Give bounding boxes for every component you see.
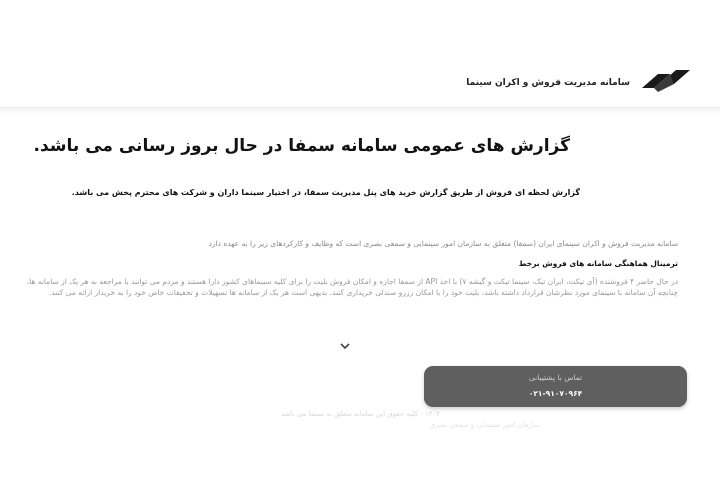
article-intro: سامانه مدیریت فروش و اکران سینمای ایران (سمفا) متعلق به سازمان امور سینمایی و سمعی بصری است که وظایف و کارکردهای زیر را به عهده دارد	[208, 239, 678, 248]
article-fade-overlay	[0, 300, 720, 340]
support-label: تماس با پشتیبانی	[528, 373, 583, 382]
footer-copyright: ۱۴۰۲ - کلیه حقوق این سامانه متعلق به سمفا می باشد	[281, 410, 440, 418]
about-article	[20, 238, 678, 298]
site-title: سامانه مدیریت فروش و اکران سینما	[466, 78, 630, 88]
article-section-title: ترمینال هماهنگی سامانه های فروش برخط	[518, 259, 678, 268]
support-contact-box[interactable]	[424, 366, 687, 407]
site-header	[0, 0, 720, 108]
page-headline: گزارش های عمومی سامانه سمفا در حال بروز رسانی می باشد.	[33, 136, 570, 156]
footer-organization: سازمان امور سینمایی و سمعی بصری	[429, 421, 540, 429]
article-body: در حال حاضر ۴ فروشنده (آی تیکت، ایران تیک، سینما تیکت و گیشه ۷) با اخذ API از سمفا اجازه و امکان فروش بلیت را برای کلیه سینماهای کشور دارا هستند و مردم می توانند با مراجعه به هر یک از سامانه ها، چنانچه آن سامانه با سینمای مورد نظرشان قرارداد داشته باشد، بلیت خود را با امکان رزرو صندلی خریداری کنند. بدیهی است هر یک از سامانه ها تسهیلات و تخفیفات خاص خود را به خریدار ارائه می کنند.	[26, 277, 678, 297]
chevron-down-icon[interactable]	[338, 340, 352, 352]
page-subline: گزارش لحظه ای فروش از طریق گزارش خرید های پنل مدیریت سمفا، در اختیار سینما داران و شرکت های محترم پخش می باشد.	[71, 188, 580, 197]
support-phone[interactable]: ۰۲۱-۹۱۰۷۰۹۶۴	[528, 389, 583, 398]
samfa-logo-icon[interactable]	[640, 66, 692, 94]
